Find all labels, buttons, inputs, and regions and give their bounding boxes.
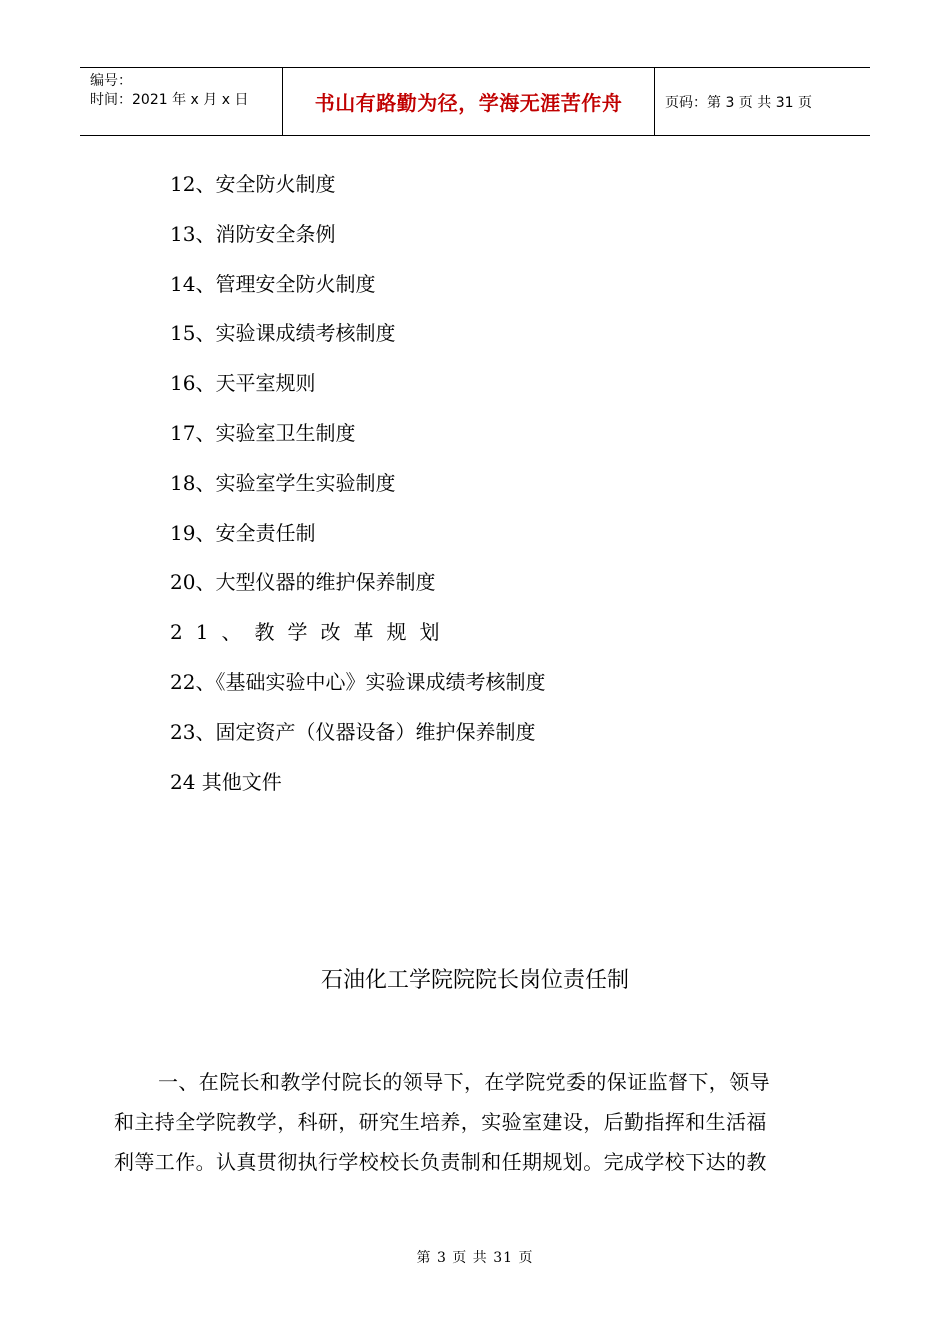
section-title: 石油化工学院院院长岗位责任制 <box>320 968 629 993</box>
list-item: 18、实验室学生实验制度 <box>170 470 396 495</box>
list-item: 14、管理安全防火制度 <box>170 271 376 296</box>
header-page-info: 页码：第 3 页 共 31 页 <box>665 94 812 111</box>
header-slogan: 书山有路勤为径，学海无涯苦作舟 <box>314 91 623 115</box>
number-label: 编号： <box>90 73 132 89</box>
list-item: 21、教学改革规划 <box>170 620 453 645</box>
list-item: 15、实验课成绩考核制度 <box>170 321 396 346</box>
list-item: 20、大型仪器的维护保养制度 <box>170 570 436 595</box>
list-item: 19、安全责任制 <box>170 520 316 545</box>
list-item: 22、《基础实验中心》实验课成绩考核制度 <box>170 669 546 694</box>
document-header <box>80 67 870 136</box>
list-item: 13、消防安全条例 <box>170 221 336 246</box>
paragraph-line: 和主持全学院教学，科研，研究生培养，实验室建设，后勤指挥和生活福 <box>114 1110 767 1134</box>
list-item: 17、实验室卫生制度 <box>170 420 356 445</box>
paragraph-line: 一、在院长和教学付院长的领导下，在学院党委的保证监督下，领导 <box>158 1070 770 1094</box>
list-item: 16、天平室规则 <box>170 371 316 396</box>
date-label: 时间：2021 年 x 月 x 日 <box>90 92 249 108</box>
list-item: 24 其他文件 <box>170 769 282 794</box>
paragraph-line: 利等工作。认真贯彻执行学校校长负责制和任期规划。完成学校下达的教 <box>114 1150 767 1174</box>
document-list <box>170 168 545 815</box>
list-item: 23、固定资产（仪器设备）维护保养制度 <box>170 719 536 744</box>
page-footer: 第 3 页 共 31 页 <box>416 1250 534 1266</box>
body-paragraph <box>114 1062 836 1182</box>
header-meta <box>80 68 282 135</box>
list-item: 12、安全防火制度 <box>170 172 336 196</box>
